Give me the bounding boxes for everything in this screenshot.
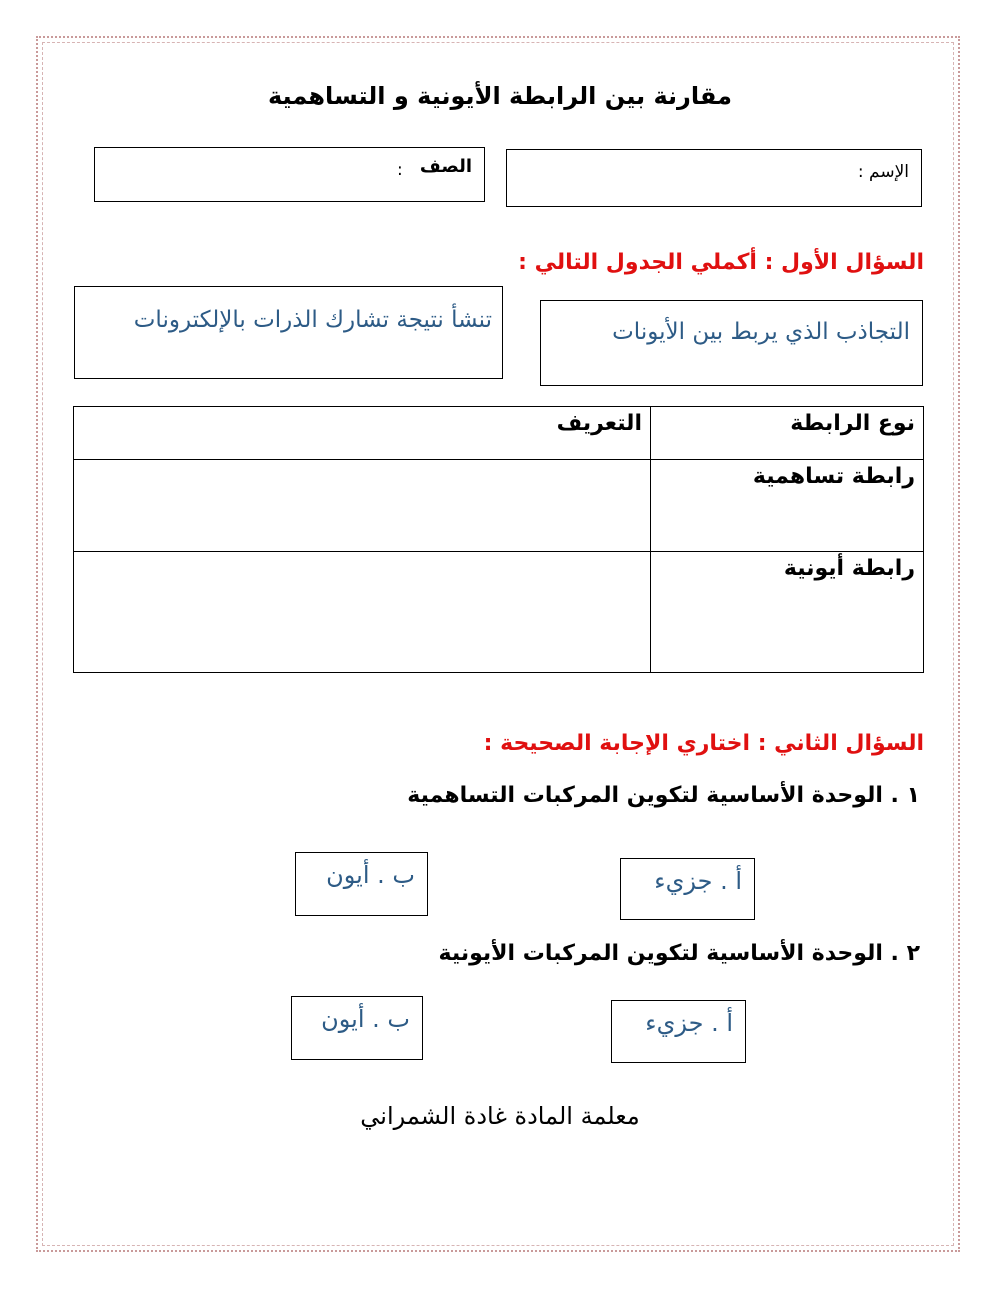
item2-choice-a[interactable]: أ . جزيء [611, 1000, 746, 1063]
table-cell-definition-dropzone[interactable] [74, 552, 651, 673]
worksheet-title: مقارنة بين الرابطة الأيونية و التساهمية [267, 82, 733, 110]
drag-option-ionic-text: التجاذب الذي يربط بين الأيونات [612, 319, 910, 345]
bonds-table [73, 406, 924, 673]
class-colon: : [397, 160, 403, 180]
table-cell-type: رابطة تساهمية [651, 460, 924, 552]
table-row [74, 460, 924, 552]
item2-choice-b[interactable]: ب . أيون [291, 996, 423, 1060]
table-header-type: نوع الرابطة [651, 407, 924, 460]
item1-choice-b[interactable]: ب . أيون [295, 852, 428, 916]
teacher-signature: معلمة المادة غادة الشمراني [360, 1102, 640, 1130]
drag-option-covalent-text: تنشأ نتيجة تشارك الذرات بالإلكترونات [133, 307, 492, 333]
drag-option-covalent-definition[interactable] [74, 286, 503, 379]
item1-choice-a[interactable]: أ . جزيء [620, 858, 755, 920]
question2-item1-stem: ١ . الوحدة الأساسية لتكوين المركبات التساهمية [407, 783, 920, 808]
question2-heading: السؤال الثاني : اختاري الإجابة الصحيحة : [483, 731, 924, 756]
drag-option-ionic-definition[interactable] [540, 300, 923, 386]
table-row [74, 552, 924, 673]
class-field[interactable] [94, 147, 485, 202]
table-cell-definition-dropzone[interactable] [74, 460, 651, 552]
table-cell-type: رابطة أيونية [651, 552, 924, 673]
class-label: الصف [419, 156, 472, 177]
question2-item2-stem: ٢ . الوحدة الأساسية لتكوين المركبات الأيونية [438, 941, 920, 966]
name-label: الإسم : [857, 162, 909, 182]
question1-heading: السؤال الأول : أكملي الجدول التالي : [518, 250, 924, 275]
table-header-definition: التعريف [74, 407, 651, 460]
name-field[interactable] [506, 149, 922, 207]
